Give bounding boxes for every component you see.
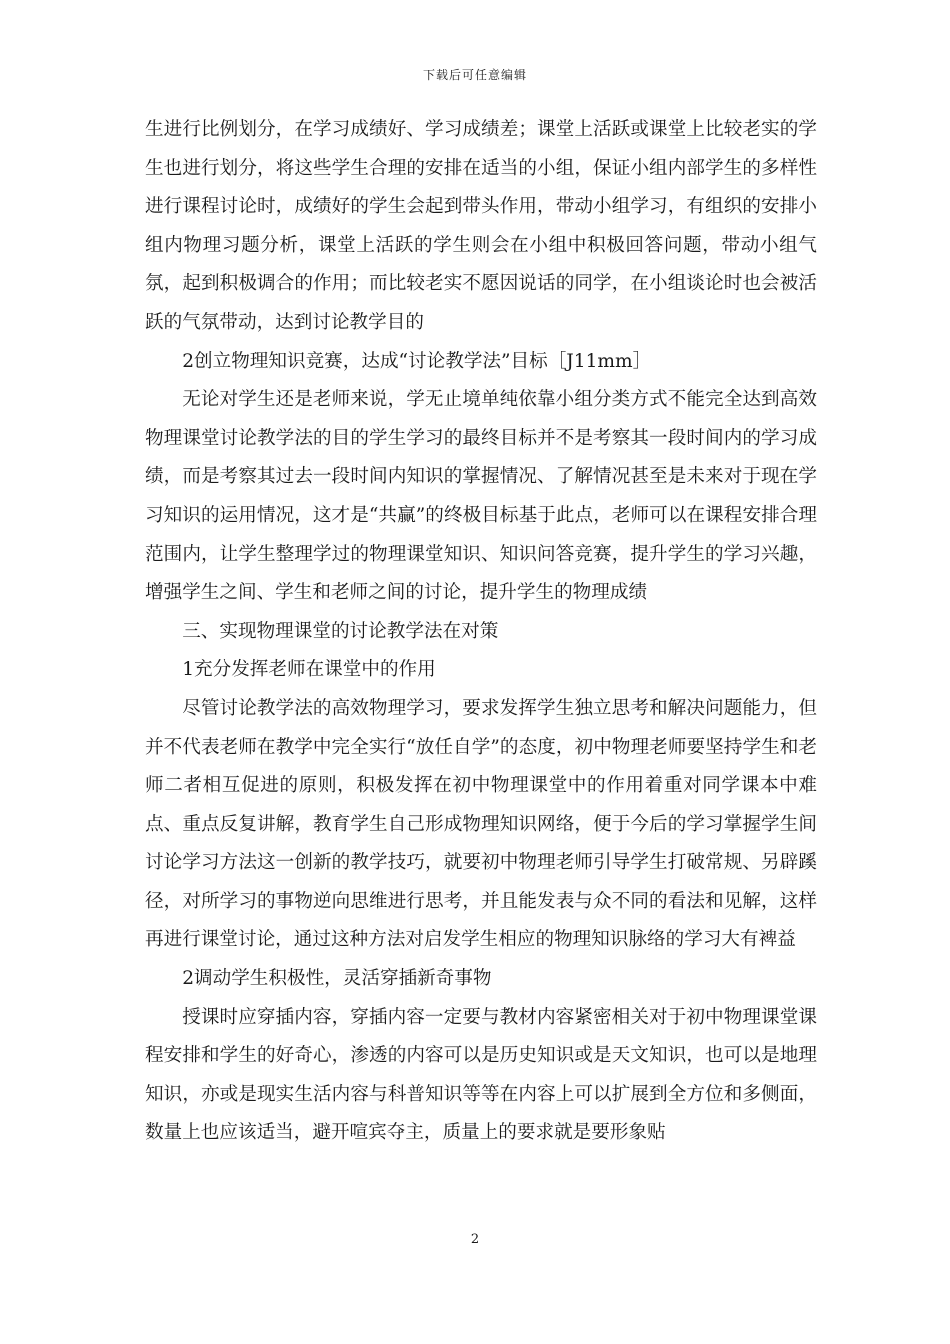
paragraph-continued: 生进行比例划分，在学习成绩好、学习成绩差；课堂上活跃或课堂上比较老实的学生也进行划分，将这些学生合理的安排在适当的小组，保证小组内部学生的多样性进行课程讨论时，成绩好的学生会起到带头作用，带动小组学习，有组织的安排小组内物理习题分析，课堂上活跃的学生则会在小组中积极回答问题，带动小组气氛，起到积极调合的作用；而比较老实不愿因说话的同学，在小组谈论时也会被活跃的气氛带动，达到讨论教学目的 <box>145 119 817 333</box>
section-heading: 2创立物理知识竞赛，达成“讨论教学法”目标［J11mm］ <box>182 350 652 372</box>
section-heading: 三、实现物理课堂的讨论教学法在对策 <box>182 620 499 642</box>
paragraph: 尽管讨论教学法的高效物理学习，要求发挥学生独立思考和解决问题能力，但并不代表老师在教学中完全实行“放任自学”的态度，初中物理老师要坚持学生和老师二者相互促进的原则，积极发挥在初中物理课堂中的作用着重对同学课本中难点、重点反复讲解，教育学生自己形成物理知识网络，便于今后的学习掌握学生间讨论学习方法这一创新的教学技巧，就要初中物理老师引导学生打破常规、另辟蹊径，对所学习的事物逆向思维进行思考，并且能发表与众不同的看法和见解，这样再进行课堂讨论，通过这种方法对启发学生相应的物理知识脉络的学习大有裨益 <box>145 697 817 951</box>
document-body <box>145 111 817 1153</box>
page-number: 2 <box>470 1232 480 1247</box>
page-header: 下载后可任意编辑 <box>422 68 527 82</box>
paragraph: 无论对学生还是老师来说，学无止境单纯依靠小组分类方式不能完全达到高效物理课堂讨论教学法的目的学生学习的最终目标并不是考察其一段时间内的学习成绩，而是考察其过去一段时间内知识的掌握情况、了解情况甚至是未来对于现在学习知识的运用情况，这才是“共赢”的终极目标基于此点，老师可以在课程安排合理范围内，让学生整理学过的物理课堂知识、知识问答竞赛，提升学生的学习兴趣，增强学生之间、学生和老师之间的讨论，提升学生的物理成绩 <box>145 389 817 604</box>
paragraph: 授课时应穿插内容，穿插内容一定要与教材内容紧密相关对于初中物理课堂课程安排和学生的好奇心，渗透的内容可以是历史知识或是天文知识，也可以是地理知识，亦或是现实生活内容与科普知识等等在内容上可以扩展到全方位和多侧面，数量上也应该适当，避开喧宾夺主，质量上的要求就是要形象贴 <box>145 1006 817 1144</box>
section-heading: 1充分发挥老师在课堂中的作用 <box>182 659 436 681</box>
section-heading: 2调动学生积极性，灵活穿插新奇事物 <box>182 968 492 990</box>
